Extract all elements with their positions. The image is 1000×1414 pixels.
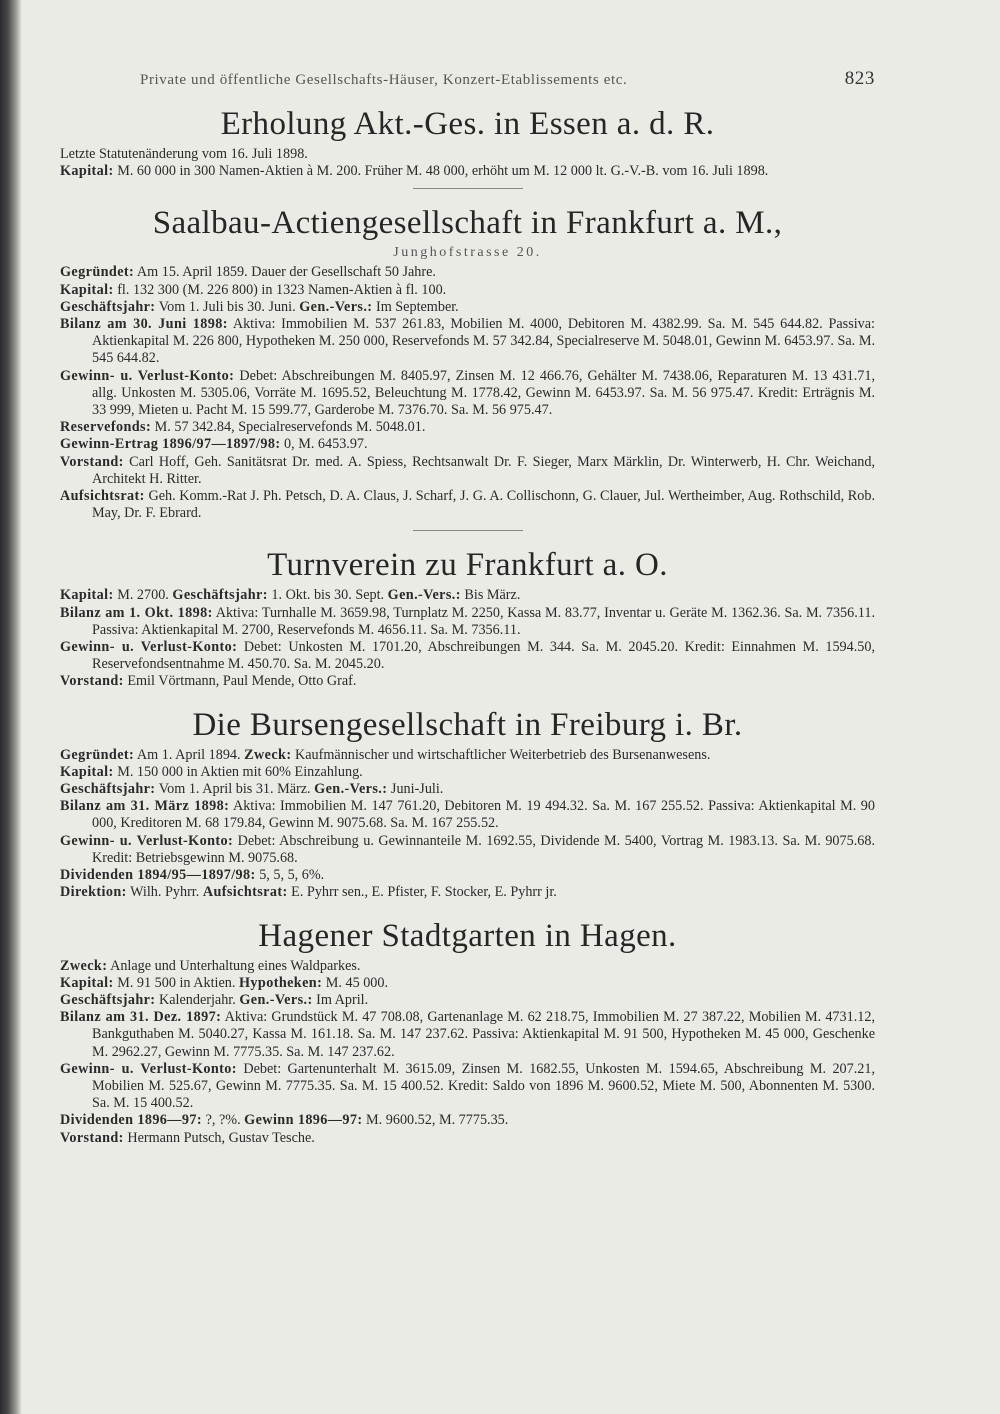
entry-text: Vom 1. April bis 31. März. xyxy=(158,781,311,798)
entry-label: Gen.-Vers.: xyxy=(299,298,373,315)
entry-text: Juni-Juli. xyxy=(390,781,444,798)
entry-label: Kapital: xyxy=(60,587,114,604)
section-divider xyxy=(413,188,523,189)
page-number: 823 xyxy=(844,68,875,89)
entry-text: Aktiva: Immobilien M. 147 761.20, Debitoren M. 19 494.32. Sa. M. 167 255.52. Passiva: Aktienkapital M. 90 000, Kreditoren M. 68 179.84, Gewinn M. 9075.68. Sa. M. 167 255.52. xyxy=(92,798,875,832)
company-address: Junghofstrasse 20. xyxy=(393,245,542,261)
entry-text: Hermann Putsch, Gustav Tesche. xyxy=(127,1129,315,1146)
entry-label: Geschäftsjahr: xyxy=(60,781,156,798)
entry-label: Direktion: xyxy=(60,884,127,901)
entry-line xyxy=(60,282,875,299)
entry-line xyxy=(60,798,875,832)
entry-text: M. 2700. xyxy=(117,587,169,604)
entry-label: Gewinn- u. Verlust-Konto: xyxy=(60,832,234,849)
entry-label: Zweck: xyxy=(60,957,108,974)
entry-label: Geschäftsjahr: xyxy=(60,991,156,1008)
entry-label: Kapital: xyxy=(60,974,114,991)
entry-text: Aktiva: Grundstück M. 47 708.08, Gartenanlage M. 62 218.75, Immobilien M. 27 387.22, Mobilien M. 4731.12, Bankguthaben M. 5040.27, Kassa M. 161.18. Sa. M. 147 237.62. Passiva: Aktienkapital M. 91 500, Hypotheken M. 45 000, Geschenke M. 2962.27, Gewinn M. 7775.35. Sa. M. 147 237.62. xyxy=(92,1009,875,1060)
entry-text: ?, ?%. xyxy=(205,1112,241,1129)
entry-label: Vorstand: xyxy=(60,673,124,690)
entry-line xyxy=(60,639,875,673)
entry-label: Dividenden 1894/95—1897/98: xyxy=(60,867,256,884)
entry-text: Im April. xyxy=(316,991,369,1008)
entry-label: Vorstand: xyxy=(60,1129,124,1146)
entry-label: Dividenden 1896—97: xyxy=(60,1112,203,1129)
entry-text: Letzte Statutenänderung vom 16. Juli 1898. xyxy=(60,146,308,162)
entry-line xyxy=(60,368,875,420)
entry-text: Am 15. April 1859. Dauer der Gesellschaft 50 Jahre. xyxy=(136,264,436,281)
entry-text: Wilh. Pyhrr. xyxy=(130,884,200,901)
entry-label: Bilanz am 31. März 1898: xyxy=(60,798,230,815)
entry-label: Gewinn 1896—97: xyxy=(244,1112,363,1129)
entry-label: Gegründet: xyxy=(60,264,135,281)
entry-text: E. Pyhrr sen., E. Pfister, F. Stocker, E. Pyhrr jr. xyxy=(291,884,557,901)
entry-label: Geschäftsjahr: xyxy=(60,298,156,315)
entry-label: Zweck: xyxy=(244,746,292,763)
entry-text: Carl Hoff, Geh. Sanitätsrat Dr. med. A. Spiess, Rechtsanwalt Dr. F. Sieger, Marx Märklin, Dr. Winterwerb, H. Chr. Weichand, Architekt H. Ritter. xyxy=(92,453,876,487)
entry-text: Debet: Unkosten M. 1701.20, Abschreibungen M. 344. Sa. M. 2045.20. Kredit: Einnahmen M. 1594.50, Reservefondsentnahme M. 450.70. Sa. M. 2045.20. xyxy=(92,639,876,673)
entry-line xyxy=(60,975,875,992)
company-title: Turnverein zu Frankfurt a. O. xyxy=(267,547,668,584)
entry-line xyxy=(60,764,875,781)
company-entry xyxy=(60,203,875,531)
entry-line xyxy=(60,488,875,522)
entry-label: Bilanz am 1. Okt. 1898: xyxy=(60,604,213,621)
company-entry xyxy=(60,545,875,690)
entry-label: Gewinn- u. Verlust-Konto: xyxy=(60,367,235,384)
company-title: Die Bursengesellschaft in Freiburg i. Br. xyxy=(192,706,743,743)
entry-text: M. 45 000. xyxy=(325,974,389,991)
entry-label: Hypotheken: xyxy=(238,974,323,991)
entry-label: Gewinn-Ertrag 1896/97—1897/98: xyxy=(60,436,281,453)
entry-label: Gewinn- u. Verlust-Konto: xyxy=(60,639,238,656)
entry-line xyxy=(60,1112,875,1129)
entry-text: Aktiva: Turnhalle M. 3659.98, Turnplatz M. 2250, Kassa M. 83.77, Inventar u. Geräte M. 1362.36. Sa. M. 7356.11. Passiva: Aktienkapital M. 2700, Reservefonds M. 4656.11. Sa. M. 7356.11. xyxy=(92,604,875,638)
entry-line xyxy=(60,1130,875,1147)
entry-line xyxy=(60,958,875,975)
entry-text: Aktiva: Immobilien M. 537 261.83, Mobilien M. 4000, Debitoren M. 4382.99. Sa. M. 545 644.82. Passiva: Aktienkapital M. 226 800, Hypotheken M. 250 000, Reservefonds M. 57 342.84, Specialreserve M. 5048.01, Gewinn M. 6453.97. Sa. M. 545 644.82. xyxy=(92,316,875,367)
entry-label: Kapital: xyxy=(60,281,114,298)
entry-text: Im September. xyxy=(375,298,459,315)
entry-label: Reservefonds: xyxy=(60,419,152,436)
entry-text: Debet: Abschreibung u. Gewinnanteile M. 1692.55, Dividende M. 5400, Vortrag M. 1983.13. Sa. M. 9075.68. Kredit: Betriebsgewinn M. 9075.68. xyxy=(92,832,875,866)
entry-line xyxy=(60,1061,875,1113)
running-head xyxy=(60,60,875,90)
entry-line xyxy=(60,747,875,764)
company-title: Erholung Akt.-Ges. in Essen a. d. R. xyxy=(220,106,715,142)
binding-edge xyxy=(0,0,22,1414)
entry-line xyxy=(60,163,875,180)
entry-text: Debet: Abschreibungen M. 8405.97, Zinsen M. 12 466.76, Gehälter M. 7438.06, Reparaturen M. 13 431.71, allg. Unkosten M. 5305.06, Vorräte M. 1695.52, Beleuchtung M. 1778.42, Gewinn M. 6453.97. Sa. M. 56 975.47. Kredit: Erträgnis M. 33 999, Mieten u. Pacht M. 15 599.77, Garderobe M. 7376.70. Sa. M. 56 975.47. xyxy=(92,367,876,419)
company-title: Saalbau-Actiengesellschaft in Frankfurt a. M., xyxy=(152,205,783,242)
entry-line xyxy=(60,867,875,884)
entry-label: Bilanz am 30. Juni 1898: xyxy=(60,316,228,333)
entry-text: M. 150 000 in Aktien mit 60% Einzahlung. xyxy=(117,763,363,780)
section-divider xyxy=(413,530,523,531)
company-entry xyxy=(60,705,875,902)
entry-line xyxy=(60,316,875,368)
entry-line xyxy=(60,605,875,639)
entry-text: Geh. Komm.-Rat J. Ph. Petsch, D. A. Claus, J. Scharf, J. G. A. Collischonn, G. Clauer, Jul. Wertheimber, Aug. Rothschild, Rob. May, Dr. F. Ebrard. xyxy=(92,488,876,522)
page xyxy=(60,60,875,1147)
entry-text: Am 1. April 1894. xyxy=(136,746,241,763)
entry-text: M. 91 500 in Aktien. xyxy=(117,974,236,991)
entry-line xyxy=(60,436,875,453)
entry-line xyxy=(60,299,875,316)
entry-line xyxy=(60,146,875,163)
entry-text: M. 57 342.84, Specialreservefonds M. 5048.01. xyxy=(154,419,426,436)
entry-text: 1. Okt. bis 30. Sept. xyxy=(271,587,385,604)
entry-text: Debet: Gartenunterhalt M. 3615.09, Zinsen M. 1682.55, Unkosten M. 1594.65, Abschreibung M. 207.21, Mobilien M. 525.67, Gewinn M. 7775.35. Sa. M. 15 400.52. Kredit: Saldo von 1896 M. 9600.52, Miete M. 500, Abonnenten M. 5300. Sa. M. 15 400.52. xyxy=(92,1060,876,1112)
entry-text: M. 9600.52, M. 7775.35. xyxy=(366,1112,509,1129)
entry-label: Aufsichtsrat: xyxy=(202,884,288,901)
entry-label: Kapital: xyxy=(60,163,114,180)
entry-line xyxy=(60,884,875,901)
entry-line xyxy=(60,264,875,281)
entry-label: Vorstand: xyxy=(60,453,124,470)
entry-line xyxy=(60,673,875,690)
entry-line xyxy=(60,454,875,488)
entry-label: Gewinn- u. Verlust-Konto: xyxy=(60,1060,237,1077)
entry-text: Kaufmännischer und wirtschaftlicher Weiterbetrieb des Bursenanwesens. xyxy=(295,746,711,763)
entry-line xyxy=(60,992,875,1009)
company-entry xyxy=(60,104,875,189)
entry-text: 5, 5, 5, 6%. xyxy=(259,867,325,884)
company-entry xyxy=(60,916,875,1147)
entry-line xyxy=(60,781,875,798)
entry-line xyxy=(60,1009,875,1061)
entry-label: Gen.-Vers.: xyxy=(314,781,388,798)
company-title: Hagener Stadtgarten in Hagen. xyxy=(258,917,677,954)
entry-label: Kapital: xyxy=(60,763,114,780)
entry-line xyxy=(60,419,875,436)
entry-label: Aufsichtsrat: xyxy=(60,488,145,505)
entry-label: Gen.-Vers.: xyxy=(387,587,461,604)
entry-label: Bilanz am 31. Dez. 1897: xyxy=(60,1009,222,1026)
entry-text: M. 60 000 in 300 Namen-Aktien à M. 200. Früher M. 48 000, erhöht um M. 12 000 lt. G.-V.-B. vom 16. Juli 1898. xyxy=(117,163,769,180)
entry-text: Anlage und Unterhaltung eines Waldparkes. xyxy=(110,957,361,974)
running-title: Private und öffentliche Gesellschafts-Häuser, Konzert-Etablissements etc. xyxy=(140,72,628,88)
entry-text: Vom 1. Juli bis 30. Juni. xyxy=(158,298,296,315)
entry-label: Gen.-Vers.: xyxy=(239,991,313,1008)
entry-text: fl. 132 300 (M. 226 800) in 1323 Namen-Aktien à fl. 100. xyxy=(117,281,447,298)
entry-text: Kalenderjahr. xyxy=(158,991,236,1008)
entry-text: Bis März. xyxy=(464,587,521,604)
entry-line xyxy=(60,587,875,604)
entry-line xyxy=(60,833,875,867)
company-list xyxy=(60,104,875,1147)
entry-label: Geschäftsjahr: xyxy=(172,587,268,604)
entry-label: Gegründet: xyxy=(60,746,135,763)
entry-text: 0, M. 6453.97. xyxy=(284,436,368,453)
entry-text: Emil Vörtmann, Paul Mende, Otto Graf. xyxy=(127,673,357,690)
